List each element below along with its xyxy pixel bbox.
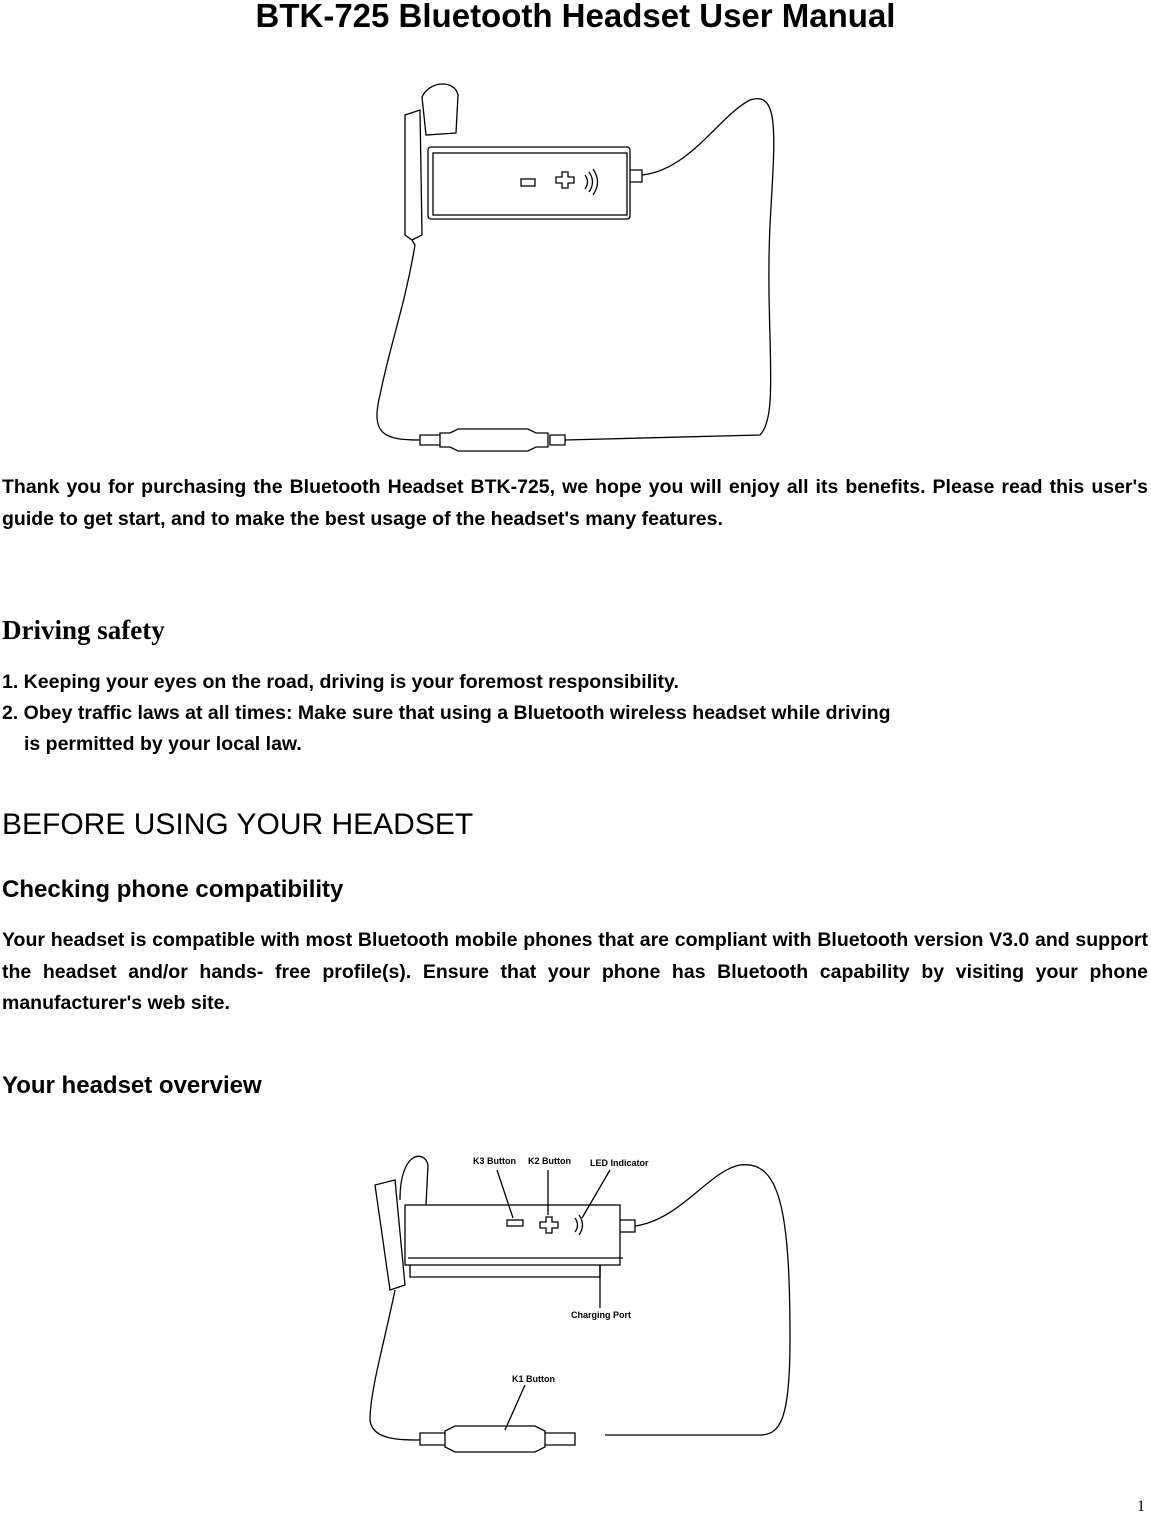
section-heading: BEFORE USING YOUR HEADSET	[2, 808, 474, 841]
led-indicator-label: LED Indicator	[590, 1158, 649, 1168]
page-number: 1	[1137, 1498, 1145, 1515]
k3-button-label: K3 Button	[473, 1156, 516, 1166]
k1-button-label: K1 Button	[512, 1374, 555, 1384]
list-item: 2. Obey traffic laws at all times: Make sure that using a Bluetooth wireless headset while driving	[2, 702, 891, 724]
subsection-heading: Checking phone compatibility	[2, 876, 344, 903]
overview-heading: Your headset overview	[2, 1072, 262, 1099]
headset-diagram-drawing	[360, 1140, 810, 1460]
driving-safety-heading: Driving safety	[2, 615, 165, 645]
k2-button-label: K2 Button	[528, 1156, 571, 1166]
document-title: BTK-725 Bluetooth Headset User Manual	[255, 0, 896, 34]
compatibility-paragraph: Your headset is compatible with most Bluetooth mobile phones that are compliant with Bluetooth version V3.0 and support the headset and/or hands- free profile(s). Ensure that your phone has Bluetooth capability by visiting your phone manufacturer's web site.	[2, 929, 1148, 1014]
intro-paragraph: Thank you for purchasing the Bluetooth Headset BTK-725, we hope you will enjoy all its benefits. Please read this user's guide to get start, and to make the best usage of the headset's many features.	[2, 476, 1148, 530]
headset-illustration	[360, 75, 790, 460]
list-item-continuation: is permitted by your local law.	[24, 733, 302, 755]
list-item: 1. Keeping your eyes on the road, driving is your foremost responsibility.	[2, 671, 679, 693]
headset-overview-diagram	[360, 1140, 810, 1460]
charging-port-label: Charging Port	[571, 1310, 631, 1320]
